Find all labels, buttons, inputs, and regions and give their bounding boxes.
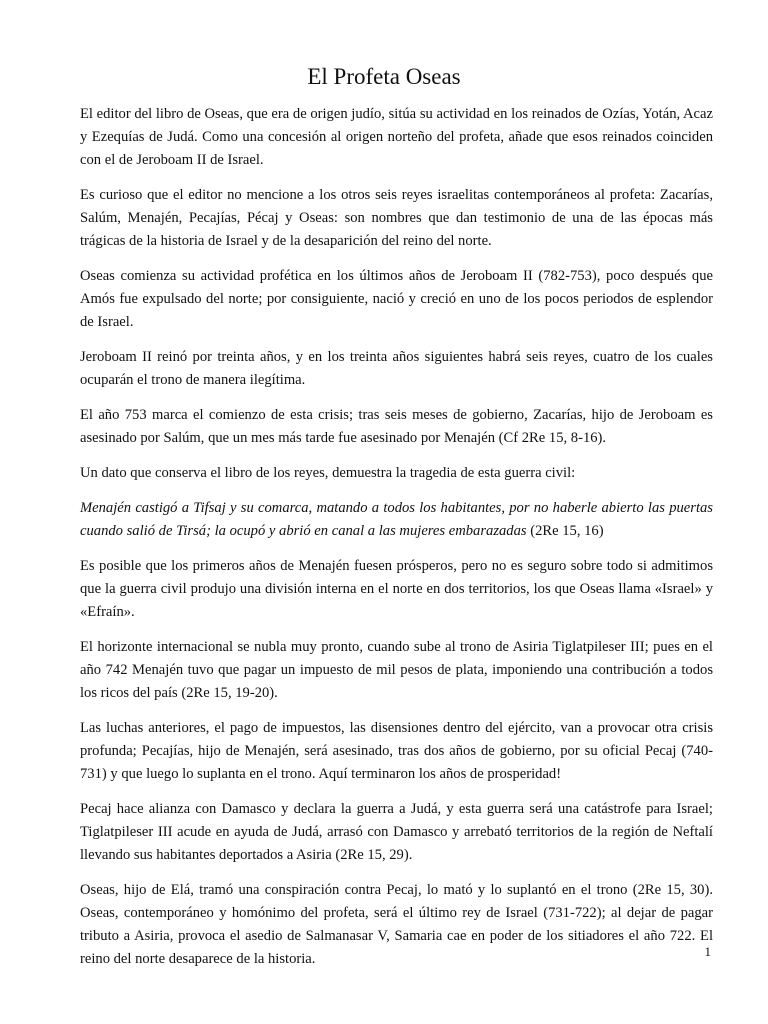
paragraph: Oseas comienza su actividad profética en los últimos años de Jeroboam II (782-753), poco después que Amós fue expulsado del norte; por consiguiente, nació y creció en uno de los pocos periodos de esplendor de Israel. — [80, 268, 713, 330]
paragraph: Jeroboam II reinó por treinta años, y en los treinta años siguientes habrá seis reyes, cuatro de los cuales ocuparán el trono de manera ilegítima. — [80, 349, 713, 388]
paragraph: Oseas, hijo de Elá, tramó una conspiración contra Pecaj, lo mató y lo suplantó en el trono (2Re 15, 30). Oseas, contemporáneo y homónimo del profeta, será el último rey de Israel (731-722); al dejar de pagar tributo a Asiria, provoca el asedio de Salmanasar V, Samaria cae en poder de los sitiadores el año 722. El reino del norte desaparece de la historia. — [80, 882, 713, 967]
paragraph: Un dato que conserva el libro de los reyes, demuestra la tragedia de esta guerra civil: — [80, 465, 576, 481]
paragraph: Pecaj hace alianza con Damasco y declara la guerra a Judá, y esta guerra será una catástrofe para Israel; Tiglatpileser III acude en ayuda de Judá, arrasó con Damasco y arrebató territorios de la región de Neftalí llevando sus habitantes deportados a Asiria (2Re 15, 29). — [80, 801, 713, 863]
paragraph: El horizonte internacional se nubla muy pronto, cuando sube al trono de Asiria Tiglatpileser III; pues en el año 742 Menajén tuvo que pagar un impuesto de mil pesos de plata, imponiendo una contribución a todos los ricos del país (2Re 15, 19-20). — [80, 639, 713, 701]
document-body — [80, 103, 713, 983]
quote-text: Menajén castigó a Tifsaj y su comarca, matando a todos los habitantes, por no haberle abierto las puertas cuando salió de Tirsá; la ocupó y abrió en canal a las mujeres embarazadas — [80, 500, 713, 539]
paragraph: Es curioso que el editor no mencione a los otros seis reyes israelitas contemporáneos al profeta: Zacarías, Salúm, Menajén, Pecajías, Pécaj y Oseas: son nombres que dan testimonio de una de las épocas más trágicas de la historia de Israel y de la desaparición del reino del norte. — [80, 187, 713, 249]
paragraph: El año 753 marca el comienzo de esta crisis; tras seis meses de gobierno, Zacarías, hijo de Jeroboam es asesinado por Salúm, que un mes más tarde fue asesinado por Menajén (Cf 2Re 15, 8-16). — [80, 407, 713, 446]
page-number: 1 — [704, 944, 711, 959]
page-title: El Profeta Oseas — [307, 64, 461, 89]
paragraph: Es posible que los primeros años de Menajén fuesen prósperos, pero no es seguro sobre todo si admitimos que la guerra civil produjo una división interna en el norte en dos territorios, los que Oseas llama «Israel» y «Efraín». — [80, 558, 713, 620]
quote-reference: (2Re 15, 16) — [526, 523, 604, 539]
paragraph: Las luchas anteriores, el pago de impuestos, las disensiones dentro del ejército, van a provocar otra crisis profunda; Pecajías, hijo de Menajén, será asesinado, tras dos años de gobierno, por su oficial Pecaj (740-731) y que luego lo suplanta en el trono. Aquí terminaron los años de prosperidad! — [80, 720, 713, 782]
bible-quote — [80, 497, 713, 543]
paragraph: El editor del libro de Oseas, que era de origen judío, sitúa su actividad en los reinados de Ozías, Yotán, Acaz y Ezequías de Judá. Como una concesión al origen norteño del profeta, añade que esos reinados coinciden con el de Jeroboam II de Israel. — [80, 106, 713, 168]
